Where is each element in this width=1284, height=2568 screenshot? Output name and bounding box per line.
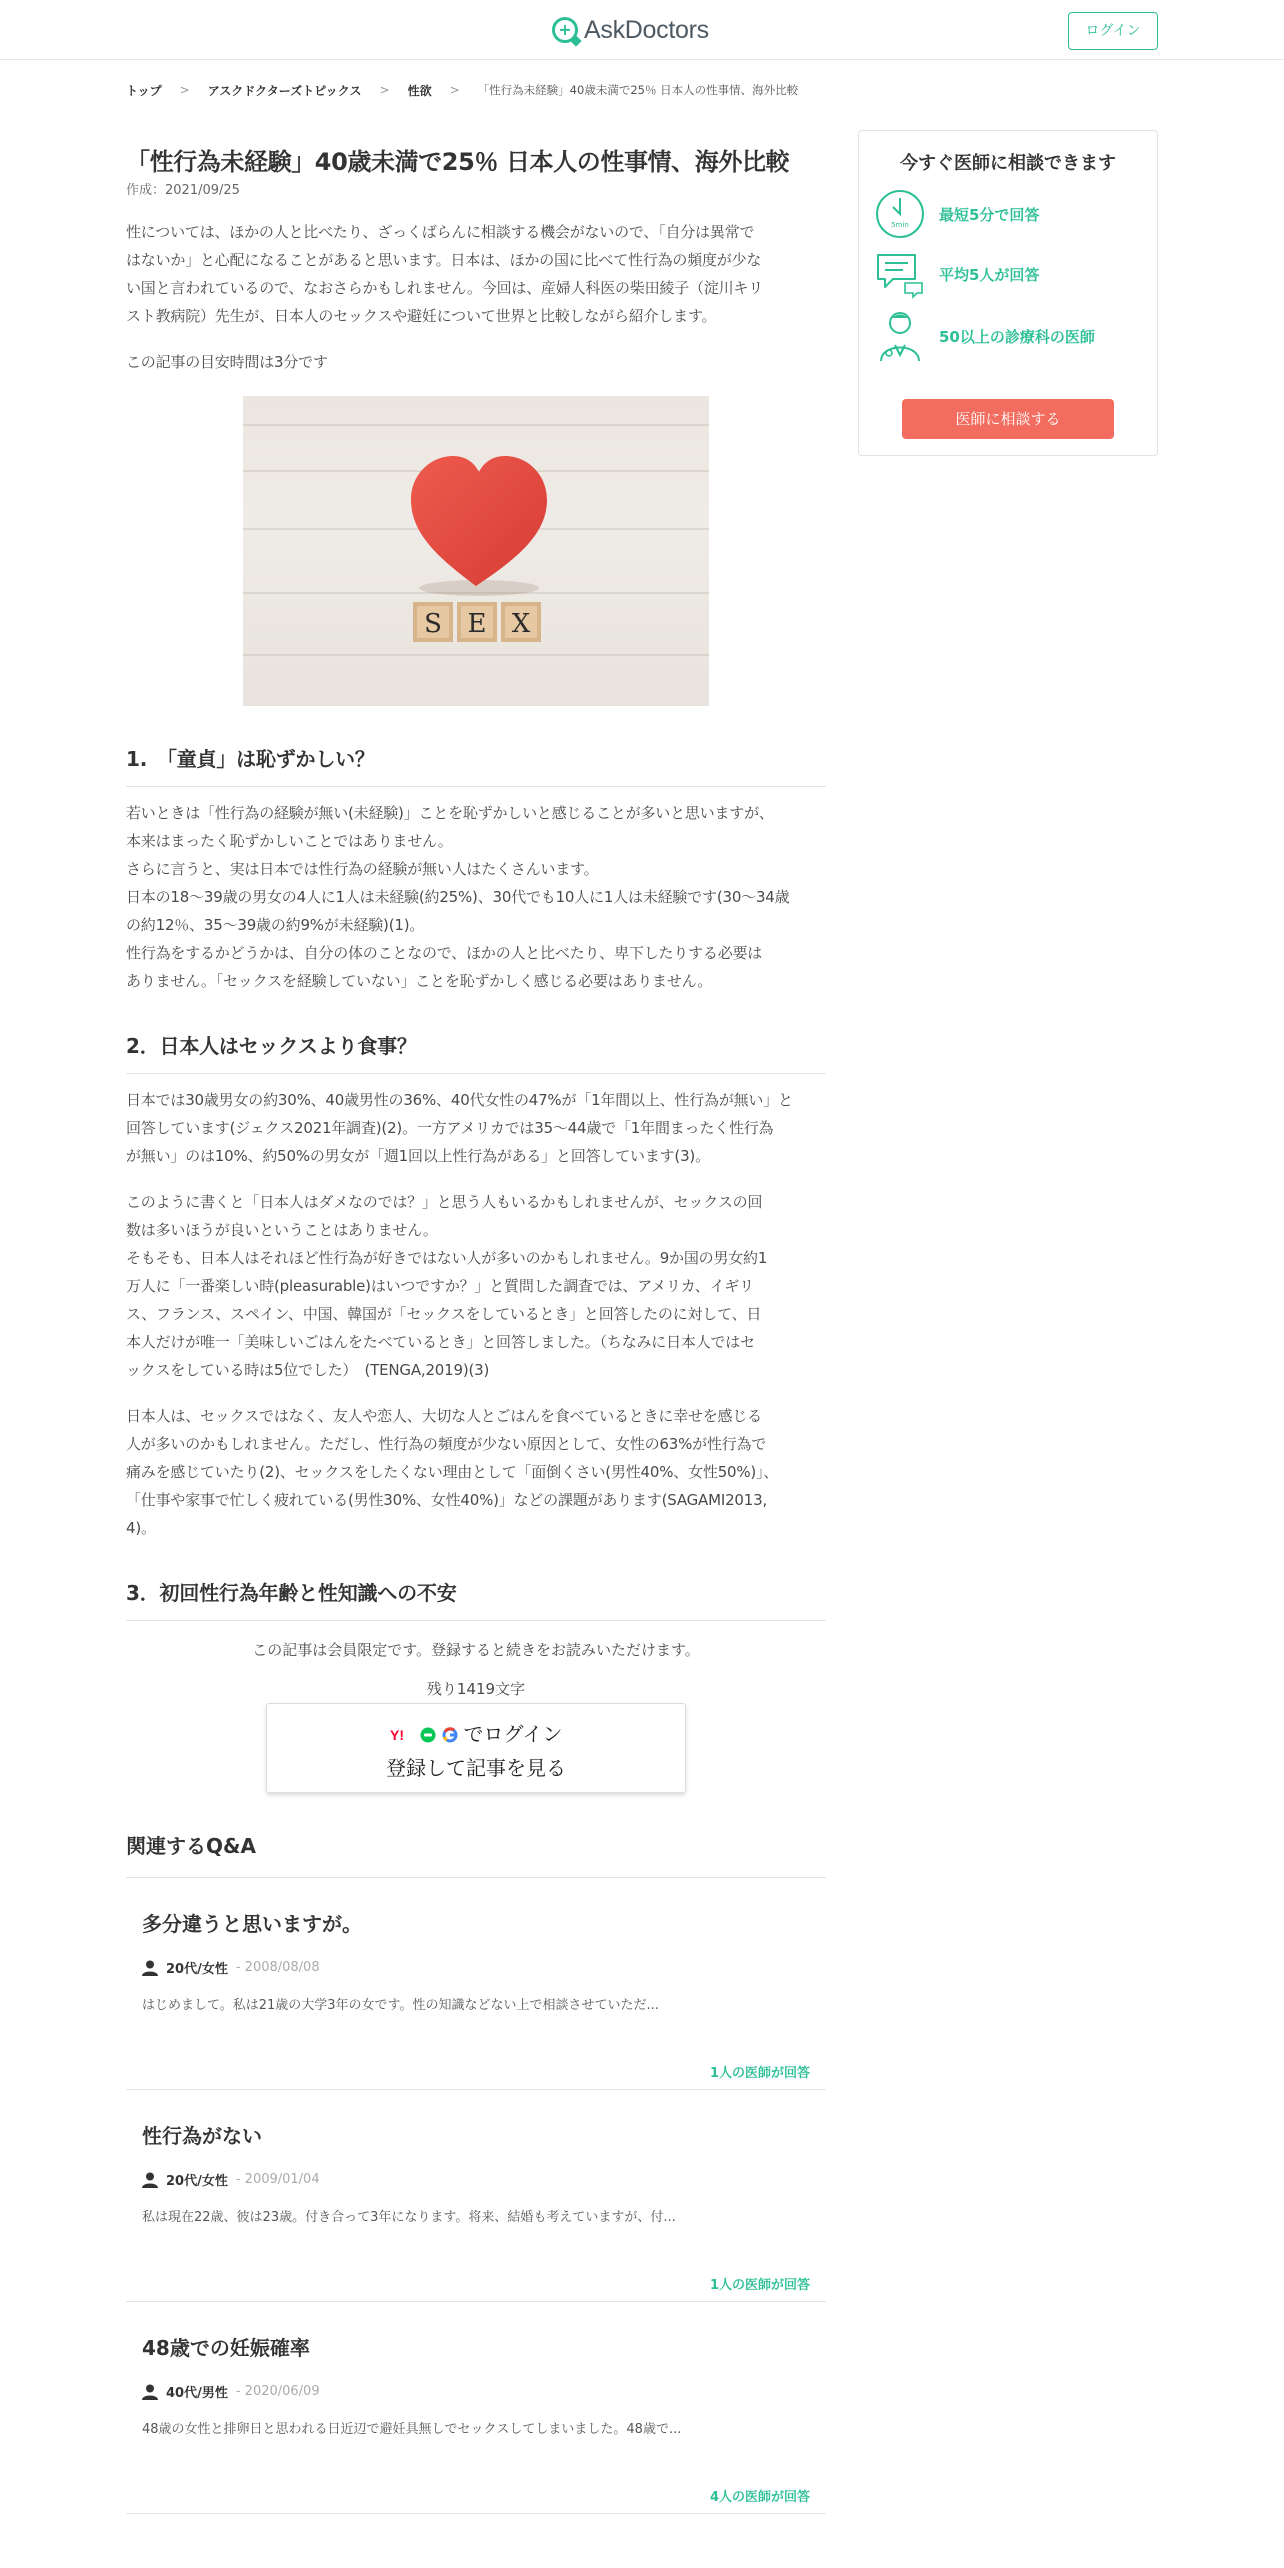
intro-line: スト教病院）先生が、日本人のセックスや避妊について世界と比較しながら紹介します。 bbox=[126, 307, 717, 325]
qa-date: - 2020/06/09 bbox=[235, 2384, 320, 2399]
breadcrumb-item-category[interactable]: 性欲 bbox=[407, 83, 432, 98]
heart-blocks-illustration bbox=[243, 396, 709, 706]
feature-label: 50以上の診療科の医師 bbox=[939, 327, 1095, 346]
doctor-icon bbox=[875, 309, 925, 363]
body-line: そもそも、日本人はそれほど性行為が好きではない人が多いのかもしれません。9か国の男女約1 bbox=[126, 1249, 768, 1267]
body-line: 人が多いのかもしれません。ただし、性行為の頻度が少ない原因として、女性の63%が性行為で bbox=[126, 1435, 767, 1453]
body-line: 性行為をするかどうかは、自分の体のことなので、ほかの人と比べたり、卑下したりする必要は bbox=[126, 944, 763, 962]
intro-line: い国と言われているので、なおさらかもしれません。今回は、産婦人科医の柴田綾子（淀川キリ bbox=[126, 279, 764, 297]
body-line: 日本では30歳男女の約30%、40歳男性の36%、40代女性の47%が「1年間以上、性行為が無い」と bbox=[126, 1091, 793, 1109]
qa-date: - 2009/01/04 bbox=[235, 2172, 320, 2187]
google-icon[interactable] bbox=[442, 1720, 458, 1752]
article-title: 「性行為未経験」40歳未満で25％ 日本人の性事情、海外比較 bbox=[126, 148, 790, 176]
breadcrumb-separator: > bbox=[379, 83, 390, 97]
consult-doctor-button[interactable]: 医師に相談する bbox=[902, 399, 1114, 439]
qa-excerpt: はじめまして。私は21歳の大学3年の女です。性の知識などない上で相談させていただ... bbox=[142, 1998, 659, 2013]
article bbox=[126, 142, 826, 2514]
clock-icon bbox=[875, 189, 925, 239]
sidebar-feature-fast bbox=[875, 189, 1039, 239]
read-time: この記事の目安時間は3分です bbox=[126, 353, 328, 371]
body-line: さらに言うと、実は日本では性行為の経験が無い人はたくさんいます。 bbox=[126, 860, 599, 878]
body-line: 「仕事や家事で忙しく疲れている(男性30%、女性40%)」などの課題があります(SAGAMI2013, bbox=[126, 1491, 768, 1509]
qa-meta bbox=[142, 2382, 320, 2401]
qa-author: 20代/女性 bbox=[166, 1962, 228, 1977]
site-header bbox=[0, 0, 1284, 60]
feature-label: 最短5分で回答 bbox=[939, 205, 1040, 224]
chat-bubble-icon bbox=[875, 249, 925, 299]
feature-label: 平均5人が回答 bbox=[939, 265, 1040, 284]
body-line: 若いときは「性行為の経験が無い(未経験)」ことを恥ずかしいと感じることが多いと思いますが、 bbox=[126, 804, 774, 822]
body-line: 本人だけが唯一「美味しいごはんをたべているとき」と回答しました。（ちなみに日本人ではセ bbox=[126, 1333, 755, 1351]
section-1-body bbox=[126, 799, 826, 995]
qa-meta bbox=[142, 2170, 320, 2189]
sidebar-feature-answers bbox=[875, 249, 1039, 299]
svg-text:Y!: Y! bbox=[389, 1726, 404, 1743]
qa-answer-count: 1人の医師が回答 bbox=[709, 2066, 810, 2081]
qa-title[interactable]: 性行為がない bbox=[142, 2124, 262, 2148]
intro-line: はないか」と心配になることがあると思います。日本は、ほかの国に比べて性行為の頻度が少な bbox=[126, 251, 762, 269]
site-logo[interactable] bbox=[552, 14, 709, 46]
user-icon bbox=[142, 2384, 158, 2400]
body-line: ありません。「セックスを経験していない」ことを恥ずかしく感じる必要はありません。 bbox=[126, 972, 713, 990]
breadcrumb-separator: > bbox=[179, 83, 190, 97]
remaining-characters: 残り1419文字 bbox=[426, 1680, 526, 1698]
line-icon[interactable] bbox=[420, 1720, 436, 1752]
body-line: 万人に「一番楽しい時(pleasurable)はいつですか？」と質問した調査では、アメリカ、イギリ bbox=[126, 1277, 754, 1295]
body-line: 4)。 bbox=[126, 1519, 156, 1537]
register-link[interactable]: 登録して記事を見る bbox=[386, 1755, 566, 1780]
hero-tile-letter: S bbox=[424, 609, 442, 639]
qa-author: 40代/男性 bbox=[166, 2386, 228, 2401]
breadcrumb-separator: > bbox=[449, 83, 460, 97]
qa-excerpt: 48歳の女性と排卵日と思われる日近辺で避妊具無しでセックスしてしまいました。48歳で... bbox=[142, 2422, 682, 2437]
breadcrumb bbox=[126, 80, 798, 100]
user-icon bbox=[142, 1960, 158, 1976]
section-2-paragraph-3 bbox=[126, 1402, 826, 1542]
qa-title[interactable]: 多分違うと思いますが。 bbox=[142, 1912, 362, 1936]
user-icon bbox=[142, 2172, 158, 2188]
qa-meta bbox=[142, 1958, 320, 1977]
member-login-box[interactable] bbox=[266, 1703, 686, 1793]
section-2-paragraph-1 bbox=[126, 1086, 826, 1170]
breadcrumb-current: 「性行為未経験」40歳未満で25％ 日本人の性事情、海外比較 bbox=[477, 83, 799, 97]
section-2-paragraph-2 bbox=[126, 1188, 826, 1384]
qa-excerpt: 私は現在22歳、彼は23歳。付き合って3年になります。将来、結婚も考えていますが、付... bbox=[142, 2210, 676, 2225]
member-only-note: この記事は会員限定です。登録すると続きをお読みいただけます。 bbox=[252, 1641, 700, 1659]
qa-date: - 2008/08/08 bbox=[235, 1960, 320, 1975]
body-line: 本来はまったく恥ずかしいことではありません。 bbox=[126, 832, 453, 850]
qa-title[interactable]: 48歳での妊娠確率 bbox=[142, 2336, 310, 2360]
qa-answer-count: 4人の医師が回答 bbox=[709, 2490, 810, 2505]
hero-tile-letter: X bbox=[511, 609, 531, 639]
intro-line: 性については、ほかの人と比べたり、ざっくばらんに相談する機会がないので、「自分は異常で bbox=[126, 223, 755, 241]
svg-text:5min: 5min bbox=[891, 221, 909, 229]
body-line: 痛みを感じていたり(2)、セックスをしたくない理由として「面倒くさい(男性40%、女性50%)」、 bbox=[126, 1463, 779, 1481]
body-line: 日本人は、セックスではなく、友人や恋人、大切な人とごはんを食べているときに幸せを感じる bbox=[126, 1407, 762, 1425]
qa-answer-count: 1人の医師が回答 bbox=[709, 2278, 810, 2293]
hero-tile-letter: E bbox=[467, 609, 487, 639]
sidebar-feature-specialties bbox=[875, 309, 1095, 363]
hero-image bbox=[243, 396, 709, 706]
body-line: の約12％、35～39歳の約9%が未経験)(1)。 bbox=[126, 916, 425, 934]
body-line: 日本の18～39歳の男女の4人に1人は未経験(約25%)、30代でも10人に1人は未経験です(30～34歳 bbox=[126, 888, 790, 906]
section-heading-1: 1. 「童貞」は恥ずかしい？ bbox=[126, 742, 826, 787]
yahoo-icon[interactable] bbox=[390, 1720, 414, 1752]
body-line: 数は多いほうが良いということはありません。 bbox=[126, 1221, 438, 1239]
article-intro bbox=[126, 218, 826, 330]
related-qa-item[interactable] bbox=[126, 1878, 826, 2090]
related-qa-item[interactable] bbox=[126, 2302, 826, 2514]
logo-mark-icon: + bbox=[552, 17, 578, 43]
article-date: 作成：2021/09/25 bbox=[126, 183, 240, 198]
section-heading-2: 2．日本人はセックスより食事？ bbox=[126, 1029, 826, 1074]
related-qa-item[interactable] bbox=[126, 2090, 826, 2302]
body-line: このように書くと「日本人はダメなのでは？」と思う人もいるかもしれませんが、セックスの回 bbox=[126, 1193, 763, 1211]
related-qa-heading: 関連するQ&A bbox=[126, 1829, 826, 1878]
logo-text: AskDoctors bbox=[584, 15, 709, 44]
consult-sidebar bbox=[858, 130, 1158, 456]
body-line: ックスをしている時は5位でした） (TENGA,2019)(3) bbox=[126, 1361, 490, 1379]
sidebar-heading: 今すぐ医師に相談できます bbox=[900, 153, 1116, 174]
section-heading-3: 3．初回性行為年齢と性知識への不安 bbox=[126, 1576, 826, 1621]
sns-login-line[interactable] bbox=[267, 1718, 685, 1752]
body-line: 回答しています(ジェクス2021年調査)(2)。一方アメリカでは35～44歳で「1年間まったく性行為 bbox=[126, 1119, 774, 1137]
qa-author: 20代/女性 bbox=[166, 2174, 228, 2189]
body-line: が無い」のは10%、約50%の男女が「週1回以上性行為がある」と回答しています(3)。 bbox=[126, 1147, 710, 1165]
breadcrumb-item-top[interactable]: トップ bbox=[126, 83, 162, 98]
breadcrumb-item-topics[interactable]: アスクドクターズトピックス bbox=[207, 83, 362, 98]
sns-login-label[interactable]: でログイン bbox=[463, 1722, 563, 1746]
body-line: ス、フランス、スペイン、中国、韓国が「セックスをしているとき」と回答したのに対して、日 bbox=[126, 1305, 762, 1323]
login-button[interactable]: ログイン bbox=[1068, 12, 1158, 50]
